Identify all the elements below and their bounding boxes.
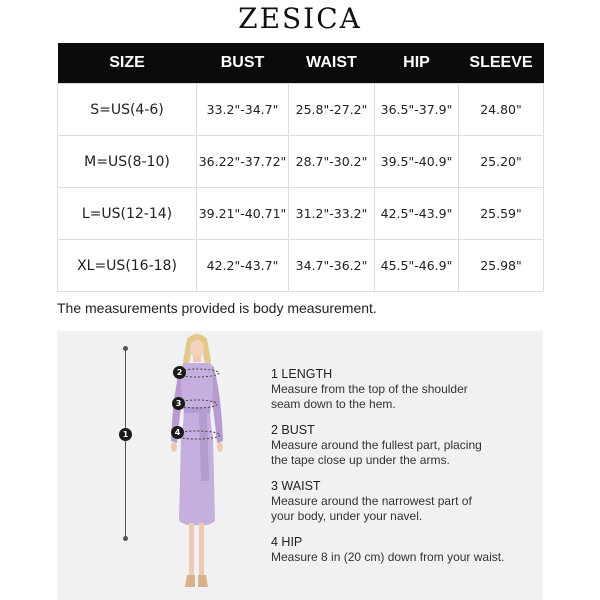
step-desc-line: Measure around the narrowest part of [271,494,472,508]
badge-length: 1 [119,428,132,441]
hip-cell: 39.5"-40.9" [375,136,459,188]
table-row [58,136,544,188]
size-cell: XL=US(16-18) [58,240,197,292]
badge-bust: 2 [173,366,186,379]
step-waist [271,479,531,524]
step-desc-line: seam down to the hem. [271,397,396,411]
header-bust: BUST [197,43,289,84]
bust-cell: 36.22"-37.72" [197,136,289,188]
step-desc-line: Measure from the top of the shoulder [271,382,468,396]
step-desc-line: Measure around the fullest part, placing [271,438,482,452]
measurement-note: The measurements provided is body measurement. [57,300,377,316]
hip-cell: 45.5"-46.9" [375,240,459,292]
step-length [271,367,531,412]
model-figure-illustration [137,331,247,600]
size-cell: S=US(4-6) [58,84,197,136]
header-hip: HIP [375,43,459,84]
sleeve-cell: 24.80" [459,84,544,136]
brand-logo: ZESICA [238,2,362,35]
ruler-bottom-cap [123,536,128,541]
step-title: 3 WAIST [271,479,321,493]
badge-hip: 4 [171,426,184,439]
header-sleeve: SLEEVE [459,43,544,84]
step-hip [271,535,531,565]
size-cell: M=US(8-10) [58,136,197,188]
hip-cell: 36.5"-37.9" [375,84,459,136]
waist-cell: 34.7"-36.2" [289,240,375,292]
table-header-row [58,43,544,84]
ruler-top-cap [123,346,128,351]
step-desc-line: the tape close up under the arms. [271,453,450,467]
sleeve-cell: 25.59" [459,188,544,240]
step-desc-line: Measure 8 in (20 cm) down from your waist. [271,550,505,564]
header-waist: WAIST [289,43,375,84]
step-title: 1 LENGTH [271,367,333,381]
bust-cell: 33.2"-34.7" [197,84,289,136]
table-row [58,188,544,240]
bust-cell: 42.2"-43.7" [197,240,289,292]
measurement-steps [271,367,531,576]
header-size: SIZE [58,43,197,84]
measuring-guide-panel [57,331,543,600]
bust-cell: 39.21"-40.71" [197,188,289,240]
step-title: 2 BUST [271,423,315,437]
size-chart-table [57,43,544,292]
step-title: 4 HIP [271,535,303,549]
length-ruler [125,349,126,539]
waist-cell: 25.8"-27.2" [289,84,375,136]
waist-cell: 31.2"-33.2" [289,188,375,240]
step-desc-line: your body, under your navel. [271,509,423,523]
size-cell: L=US(12-14) [58,188,197,240]
badge-waist: 3 [172,397,185,410]
sleeve-cell: 25.98" [459,240,544,292]
sleeve-cell: 25.20" [459,136,544,188]
table-row [58,240,544,292]
waist-cell: 28.7"-30.2" [289,136,375,188]
hip-cell: 42.5"-43.9" [375,188,459,240]
step-bust [271,423,531,468]
table-row [58,84,544,136]
